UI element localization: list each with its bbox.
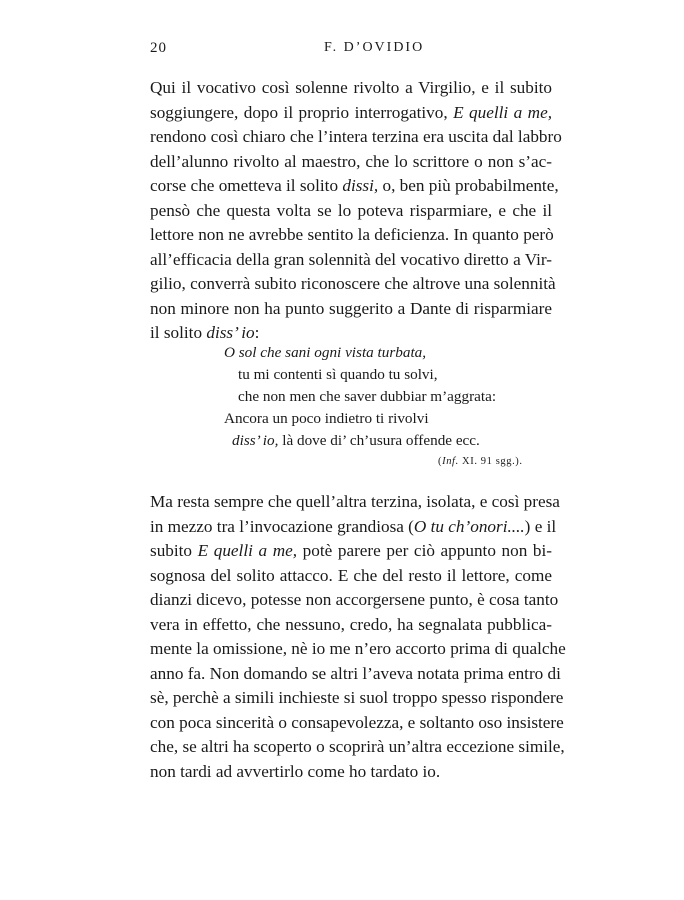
text-line: sognosa del solito attacco. E che del resto il lettore, come bbox=[150, 565, 552, 585]
verse-line: che non men che saver dubbiar m’aggrata: bbox=[238, 388, 497, 405]
text-line: gilio, converrà subito riconoscere che altrove una solennità bbox=[150, 274, 556, 293]
paragraph-1 bbox=[150, 76, 562, 346]
text-line: pensò che questa volta se lo poteva risparmiare, e che il bbox=[150, 200, 552, 220]
text-line: Ma resta sempre che quell’altra terzina, isolata, e così presa bbox=[150, 492, 560, 511]
text-line: mente la omissione, nè io me n’ero accorto prima di qualche bbox=[150, 639, 566, 658]
verse-line: Ancora un poco indietro ti rivolvi bbox=[224, 410, 429, 427]
text-line: soggiungere, dopo il proprio interrogativo, E quelli a me, bbox=[150, 102, 552, 122]
text-line: all’efficacia della gran solennità del vocativo diretto a Vir- bbox=[150, 249, 552, 269]
verse-line: tu mi contenti sì quando tu solvi, bbox=[238, 366, 438, 383]
text-line: con poca sincerità o consapevolezza, e soltanto oso insistere bbox=[150, 712, 564, 732]
text-line: il solito diss’ io: bbox=[150, 323, 260, 342]
text-line: non tardi ad avvertirlo come ho tardato io. bbox=[150, 761, 441, 781]
text-line: dianzi dicevo, potesse non accorgersene punto, è cosa tanto bbox=[150, 590, 559, 609]
text-line: lettore non ne avrebbe sentito la deficienza. In quanto però bbox=[150, 225, 554, 244]
page-number: 20 bbox=[150, 40, 167, 56]
verse-line: diss’ io, là dove di’ ch’usura offende ecc. bbox=[232, 432, 480, 449]
page-header bbox=[150, 40, 550, 64]
text-line: sè, perchè a simili inchieste si suol troppo spesso rispondere bbox=[150, 688, 564, 707]
running-head: F. D’OVIDIO bbox=[324, 40, 425, 55]
verse-quotation bbox=[224, 342, 544, 452]
text-line: corse che ometteva il solito dissi, o, ben più probabilmente, bbox=[150, 176, 559, 195]
text-line: rendono così chiaro che l’intera terzina era uscita dal labbro bbox=[150, 127, 562, 146]
text-line: dell’alunno rivolto al maestro, che lo scrittore o non s’ac- bbox=[150, 151, 552, 171]
text-line: subito E quelli a me, potè parere per ciò appunto non bi- bbox=[150, 541, 553, 560]
paragraph-2 bbox=[150, 490, 566, 784]
text-line: che, se altri ha scoperto o scoprirà un’altra eccezione simile, bbox=[150, 737, 565, 756]
verse-citation: (Inf. XI. 91 sgg.). bbox=[438, 456, 523, 467]
text-line: vera in effetto, che nessuno, credo, ha segnalata pubblica- bbox=[150, 614, 552, 634]
text-line: in mezzo tra l’invocazione grandiosa (O tu ch’onori....) e il bbox=[150, 516, 557, 536]
text-line: Qui il vocativo così solenne rivolto a Virgilio, e il subito bbox=[150, 78, 552, 97]
text-line: non minore non ha punto suggerito a Dante di risparmiare bbox=[150, 298, 552, 318]
text-line: anno fa. Non domando se altri l’aveva notata prima entro di bbox=[150, 663, 561, 683]
verse-line: O sol che sani ogni vista turbata, bbox=[224, 344, 427, 361]
